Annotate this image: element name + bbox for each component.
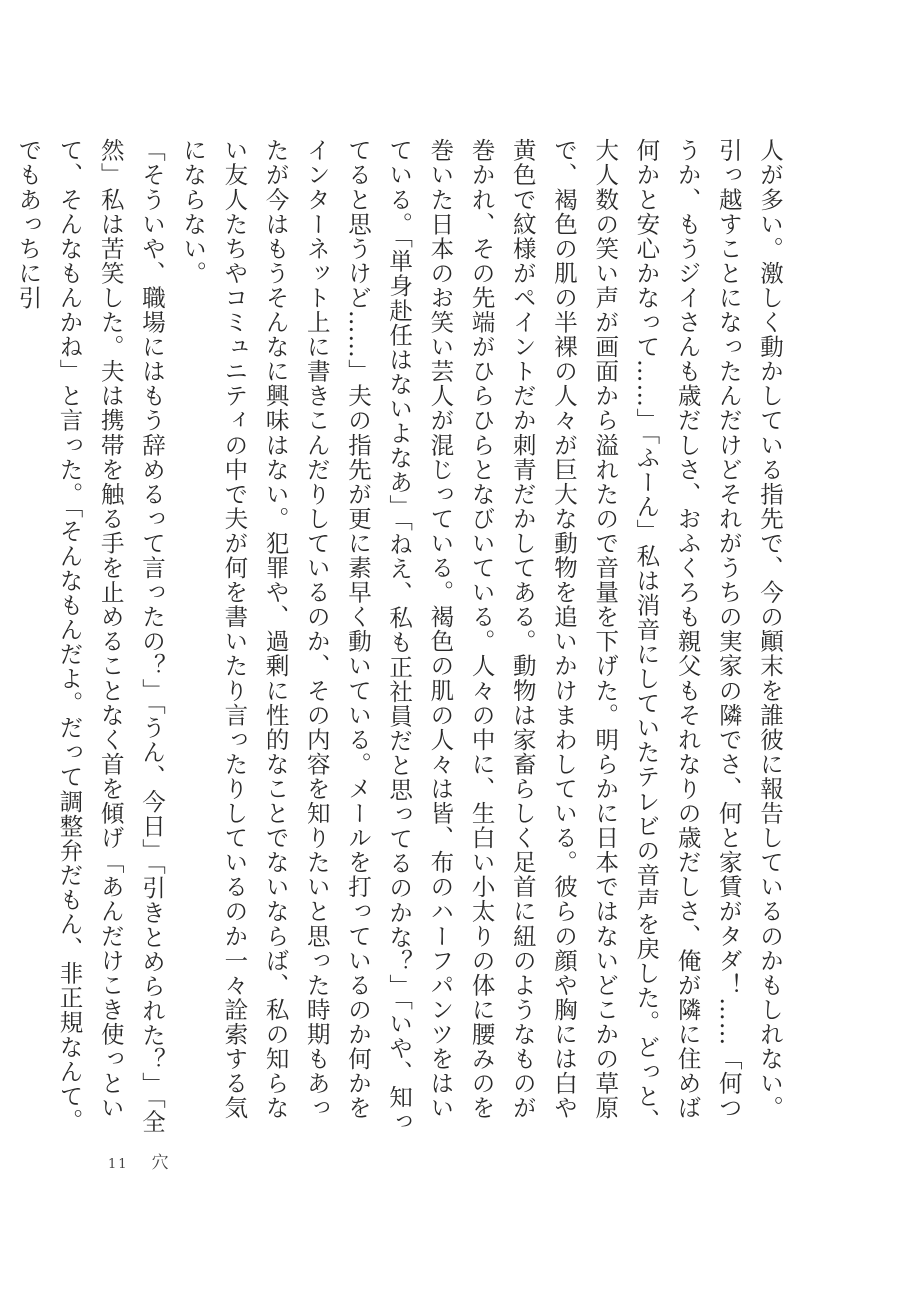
paragraph-2: 「そういや、職場にはもう辞めるって言ったの？」「うん、今日」「引きとめられた？」「全然」私は苦笑した。夫は携帯を触る手を止めることなく首を傾げ「あんだけこき使っといて、そんなもんかね」と言った。「そんなもんだよ。だって調整弁だもん、非正規なんて。でもあっちに引 [14,138,166,1134]
page-number: 11 [108,1157,129,1172]
page-footer [108,1148,169,1173]
running-title: 穴 [151,1153,169,1173]
body-text [14,138,790,1140]
paragraph-1: 人が多い。激しく動かしている指先で、今の顚末を誰彼に報告しているのかもしれない。引っ越すことになったんだけどそれがうちの実家の隣でさ、何と家賃がタダ！……「何つうか、もうジイさんも歳だしさ、おふくろも親父もそれなりの歳だしさ、俺が隣に住めば何かと安心かなって……」「ふーん」私は消音にしていたテレビの音声を戻した。どっと、大人数の笑い声が画面から溢れたので音量を下げた。明らかに日本ではないどこかの草原で、褐色の肌の半裸の人々が巨大な動物を追いかけまわしている。彼らの顔や胸には白や黄色で紋様がペイントだか刺青だかしてある。動物は家畜らしく足首に紐のようなものが巻かれ、その先端がひらひらとなびいている。人々の中に、生白い小太りの体に腰みのを巻いた日本のお笑い芸人が混じっている。褐色の肌の人々は皆、布のハーフパンツをはいている。「単身赴任はないよなあ」「ねえ、私も正社員だと思ってるのかな？」「いや、知ってると思うけど……」夫の指先が更に素早く動いている。メールを打っているのか何かをインターネット上に書きこんだりしているのか、その内容を知りたいと思った時期もあったが今はもうそんなに興味はない。犯罪や、過剰に性的なことでないならば、私の知らない友人たちやコミュニティの中で夫が何を書いたり言ったりしているのか一々詮索する気にならない。 [179,138,784,1134]
